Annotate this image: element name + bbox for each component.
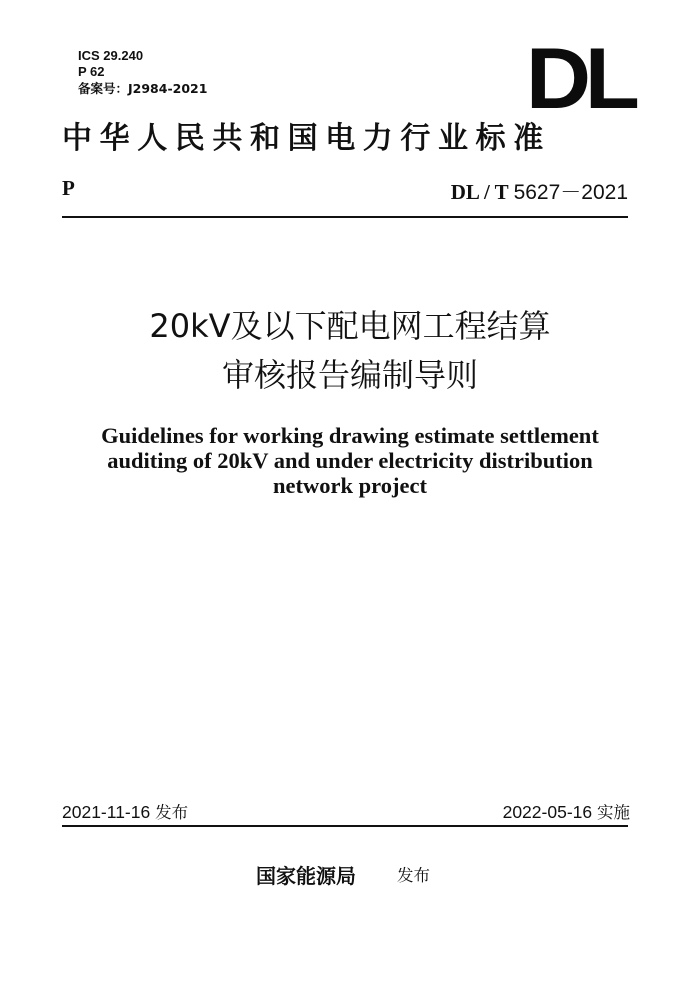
category-letter: P xyxy=(62,176,75,200)
english-title-line-1: Guidelines for working drawing estimate settlement xyxy=(101,423,599,448)
english-title-line-2: auditing of 20kV and under electricity distribution xyxy=(107,448,593,473)
english-title-line-3: network project xyxy=(273,473,427,498)
ics-code: ICS 29.240 xyxy=(78,48,144,63)
filing-number: 备案号：J2984-2021 xyxy=(78,81,208,96)
standard-type-heading: 中华人民共和国电力行业标准 xyxy=(62,121,551,156)
standard-number xyxy=(451,176,628,206)
publisher-name: 国家能源局 xyxy=(256,864,356,888)
issued-label: 发布 xyxy=(155,803,189,822)
ccs-code: P 62 xyxy=(78,64,105,79)
publisher-action: 发布 xyxy=(397,866,430,885)
dl-logo: DL xyxy=(526,31,634,127)
issued-date xyxy=(62,801,188,824)
implemented-label: 实施 xyxy=(597,803,630,822)
standard-number-prefix: DL / T xyxy=(450,180,514,204)
chinese-title-line-2: 审核报告编制导则 xyxy=(221,356,478,394)
standard-number-value: 5627－2021 xyxy=(513,181,628,204)
implemented-date xyxy=(503,801,630,824)
issued-date-value: 2021-11-16 xyxy=(62,802,151,822)
top-divider xyxy=(62,216,628,218)
bottom-divider xyxy=(62,825,628,827)
implemented-date-value: 2022-05-16 xyxy=(502,802,593,822)
chinese-title-line-1: 20kV及以下配电网工程结算 xyxy=(149,307,551,345)
